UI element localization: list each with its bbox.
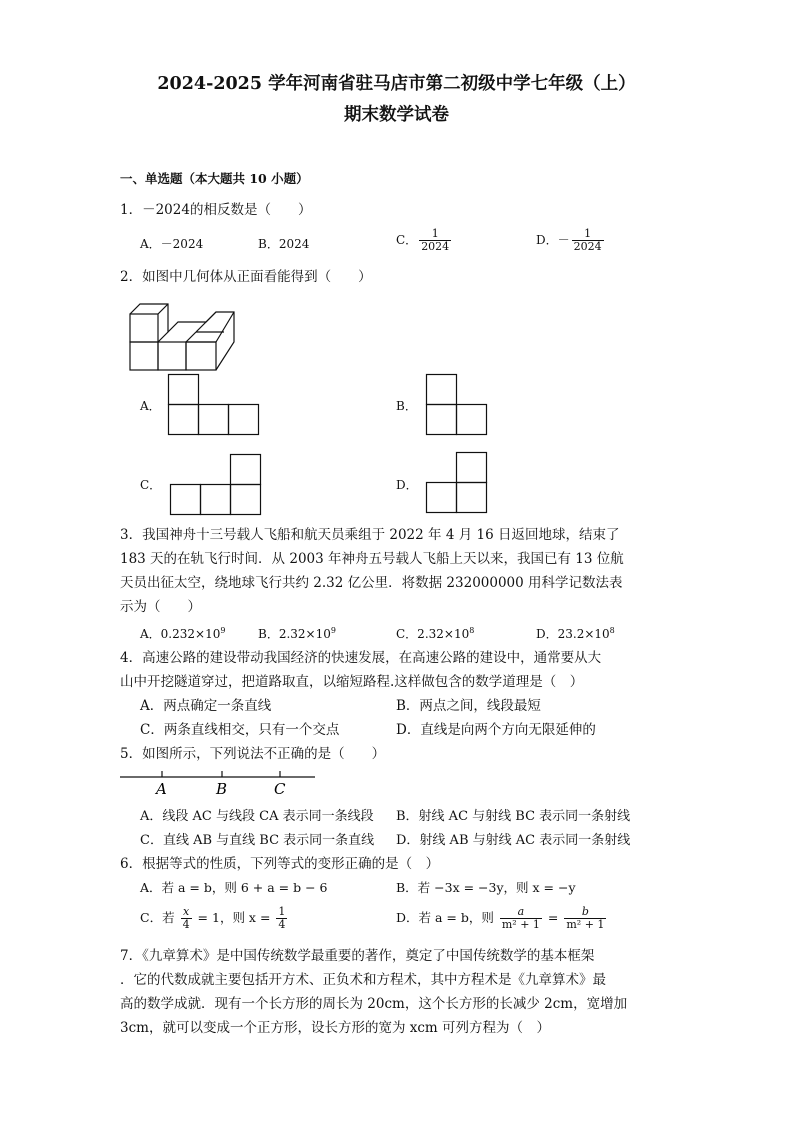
q7-line1: 7．《九章算术》是中国传统数学最重要的著作，奠定了中国传统数学的基本框架: [120, 948, 595, 964]
c-square-2: [201, 485, 231, 515]
q1-option-d-sign: －: [557, 233, 570, 248]
section-heading: 一、单选题（本大题共 10 小题）: [120, 171, 309, 186]
q5-option-c: C．直线 AB 与直线 BC 表示同一条直线: [140, 833, 375, 848]
q3-option-c-exp: 8: [469, 626, 475, 635]
q6-option-d-denominator2: m² + 1: [566, 917, 605, 931]
q4-option-b: B．两点之间，线段最短: [396, 698, 541, 714]
q6-option-b: B．若 −3x = −3y，则 x = −y: [396, 880, 576, 895]
c-square-3: [231, 485, 261, 515]
q6-option-d-numerator: a: [517, 905, 525, 918]
q6-option-c: [140, 906, 289, 930]
solid-cube-top-edge: [158, 304, 168, 314]
q3-line1: 3．我国神舟十三号载人飞船和航天员乘组于 2022 年 4 月 16 日返回地球，结束了: [120, 527, 620, 543]
q2-option-d-label: D．: [396, 478, 418, 492]
q1-option-c-fraction: [419, 228, 451, 252]
q2-option-c-view: [170, 454, 262, 516]
q3-option-b-exp: 9: [330, 626, 336, 635]
q1-option-d: [536, 228, 606, 252]
q3-line3: 天员出征太空，绕地球飞行共约 2.32 亿公里．将数据 232000000 用科学记数法表: [120, 575, 623, 591]
q3-option-d: [536, 627, 615, 640]
q4-option-c: C．两条直线相交，只有一个交点: [140, 722, 340, 738]
q1-option-d-denominator: 2024: [573, 239, 602, 253]
q6-option-c-denominator2: 4: [278, 917, 286, 931]
q1-option-a-value: －2024: [160, 237, 204, 251]
q4-line2: 山中开挖隧道穿过，把道路取直，以缩短路程.这样做包含的数学道理是（ ）: [120, 674, 584, 690]
d-square-top: [457, 453, 487, 483]
q2-option-c-label: C．: [140, 478, 162, 492]
q5-point-b: B: [216, 780, 228, 798]
q5-option-b: B．射线 AC 与射线 BC 表示同一条射线: [396, 809, 631, 824]
q6-option-c-numerator: x: [182, 905, 190, 918]
q3-option-a-exp: 9: [220, 626, 226, 635]
solid-cube-back-edge-3: [216, 312, 234, 342]
b-square-1: [427, 405, 457, 435]
q3-option-b-text: B．2.32×10: [258, 627, 331, 641]
q6-option-c-fraction2: [276, 906, 287, 930]
q7-line3: 高的数学成就．现有一个长方形的周长为 20cm，这个长方形的长减少 2cm，宽增加: [120, 996, 628, 1012]
q6-stem: 6．根据等式的性质，下列等式的变形正确的是（ ）: [120, 856, 440, 872]
q1-option-c-numerator: 1: [431, 227, 439, 240]
d-square-1: [427, 483, 457, 513]
q5-point-c: C: [274, 780, 286, 798]
q2-option-b-label: B．: [396, 399, 417, 413]
solid-cube-bottom-2: [158, 342, 186, 370]
c-square-1: [171, 485, 201, 515]
q6-option-a: A．若 a = b，则 6 + a = b − 6: [140, 880, 328, 895]
q4-option-a: A．两点确定一条直线: [140, 698, 272, 714]
q6-option-c-middle: = 1，则 x =: [197, 909, 271, 925]
q3-option-c-text: C．2.32×10: [396, 627, 470, 641]
q4-line1: 4．高速公路的建设带动我国经济的快速发展，在高速公路的建设中，通常要从大: [120, 650, 602, 666]
q1-option-d-fraction: [572, 228, 604, 252]
q2-option-b-view: [426, 374, 488, 436]
q7-line2: ．它的代数成就主要包括开方术、正负术和方程术，其中方程术是《九章算术》最: [120, 972, 606, 988]
q1-option-b: [258, 238, 309, 250]
solid-cube-back-top: [168, 312, 234, 370]
q6-option-c-denominator: 4: [182, 917, 190, 931]
q2-option-a-label: A．: [140, 399, 161, 413]
q1-option-c-denominator: 2024: [421, 239, 450, 253]
exam-title-line1: 2024-2025 学年河南省驻马店市第二初级中学七年级（上）: [157, 74, 636, 94]
q7-line4: 3cm，就可以变成一个正方形，设长方形的宽为 xcm 可列方程为（ ）: [120, 1020, 551, 1036]
q3-option-a-text: A．0.232×10: [140, 627, 221, 641]
a-square-top: [169, 375, 199, 405]
a-square-2: [199, 405, 229, 435]
q6-option-c-prefix: C．若: [140, 909, 175, 925]
solid-cube-back-edge-2: [196, 322, 206, 332]
solid-cube-bottom-3: [186, 342, 216, 370]
solid-cube-back-edge-1: [186, 332, 196, 342]
q1-option-b-label: B．: [258, 237, 279, 251]
q5-option-d: D．射线 AB 与射线 AC 表示同一条射线: [396, 833, 631, 848]
q3-line4: 示为（ ）: [120, 599, 201, 615]
q3-option-c: [396, 627, 474, 640]
q1-option-a-label: A．: [140, 237, 161, 251]
q1-option-c: [396, 228, 453, 252]
exam-title-line2: 期末数学试卷: [344, 105, 449, 125]
q2-solid-figure: [120, 300, 250, 366]
q2-stem: 2．如图中几何体从正面看能得到（ ）: [120, 269, 372, 285]
c-square-top: [231, 455, 261, 485]
q1-stem: 1．－2024的相反数是（ ）: [120, 202, 312, 218]
solid-cube-top-front: [130, 314, 158, 342]
q5-point-a: A: [156, 780, 167, 798]
solid-cube-bottom-1: [130, 342, 158, 370]
q1-option-d-numerator: 1: [584, 227, 592, 240]
q1-option-b-value: 2024: [278, 237, 310, 251]
q3-option-d-exp: 8: [609, 626, 615, 635]
a-square-3: [229, 405, 259, 435]
q5-line-figure: [120, 768, 320, 798]
q3-option-d-text: D．23.2×10: [536, 627, 610, 641]
q4-option-d: D．直线是向两个方向无限延伸的: [396, 722, 596, 738]
b-square-top: [427, 375, 457, 405]
q6-option-d-equals: =: [547, 909, 559, 925]
q6-option-d-numerator2: b: [581, 905, 589, 918]
q1-option-c-label: C．: [396, 233, 418, 248]
solid-cube-back-edge-6: [206, 312, 216, 322]
q2-option-d-view: [426, 452, 488, 514]
q6-option-d-denominator: m² + 1: [501, 917, 540, 931]
q6-option-c-numerator2: 1: [278, 905, 286, 918]
q6-option-d-fraction: [500, 906, 542, 930]
q6-option-c-fraction: [181, 906, 192, 930]
a-square-1: [169, 405, 199, 435]
q5-option-a: A．线段 AC 与线段 CA 表示同一条线段: [140, 809, 374, 824]
q3-option-a: [140, 627, 225, 640]
q6-option-d-fraction2: [564, 906, 606, 930]
q1-option-d-label: D．: [536, 233, 558, 248]
d-square-2: [457, 483, 487, 513]
q3-option-b: [258, 627, 336, 640]
q6-option-d: [396, 906, 608, 930]
b-square-2: [457, 405, 487, 435]
q6-option-d-prefix: D．若 a = b，则: [396, 909, 494, 925]
q3-line2: 183 天的在轨飞行时间．从 2003 年神舟五号载人飞船上天以来，我国已有 13 位航: [120, 551, 624, 567]
q2-option-a-view: [168, 374, 260, 436]
q5-stem: 5．如图所示，下列说法不正确的是（ ）: [120, 746, 386, 762]
q1-option-a: [140, 238, 203, 250]
